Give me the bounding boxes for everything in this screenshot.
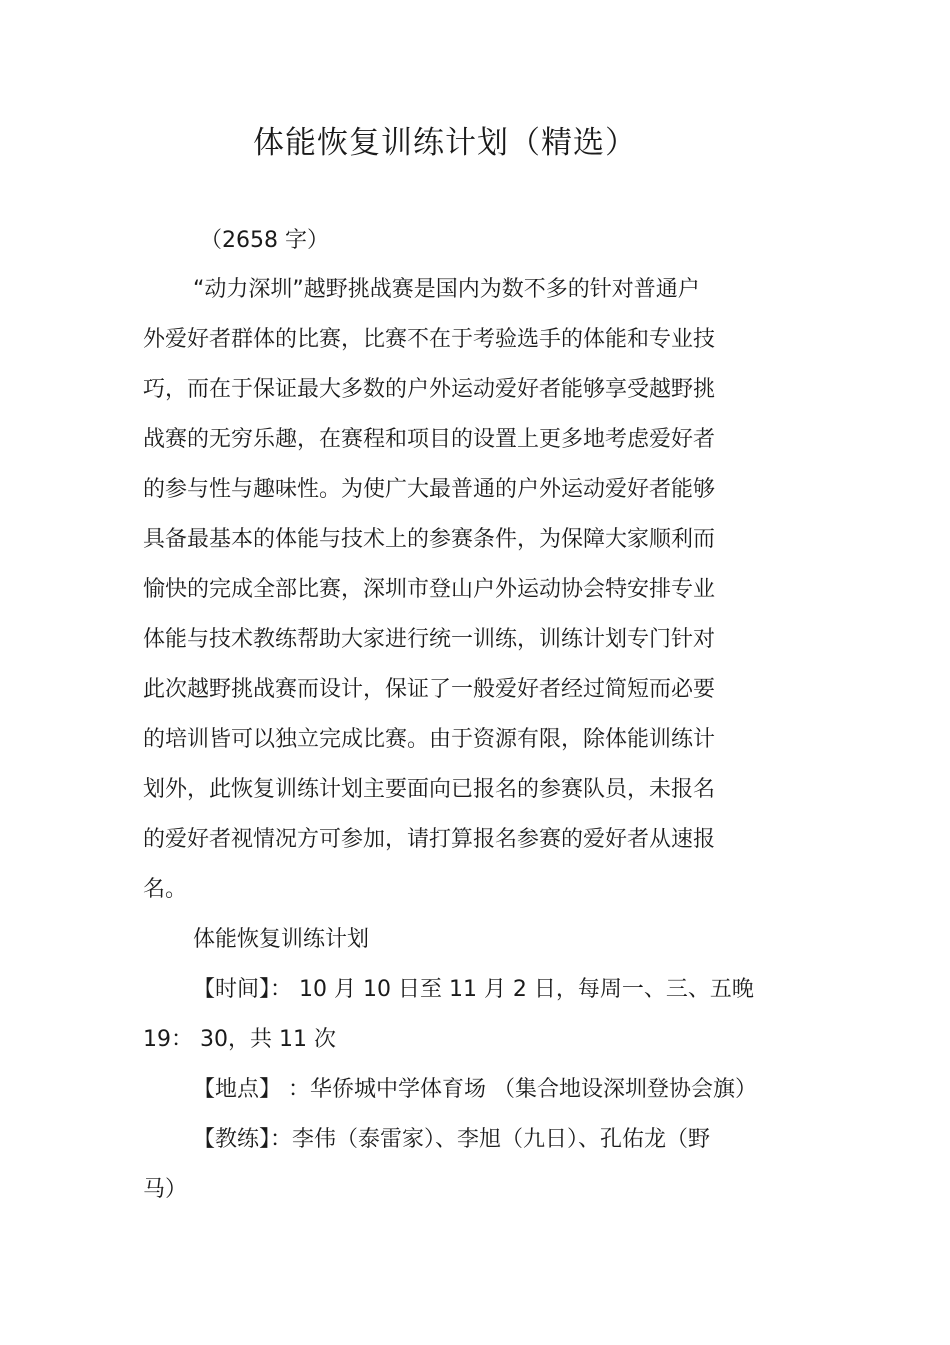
plan-heading: 体能恢复训练计划 [193,927,370,952]
paragraph-line-7: 愉快的完成全部比赛，深圳市登山户外运动协会特安排专业 [143,577,716,602]
paragraph-line-12: 的爱好者视情况方可参加，请打算报名参赛的爱好者从速报 [143,827,716,852]
paragraph-line-5: 的参与性与趣味性。为使广大最普通的户外运动爱好者能够 [143,477,716,502]
paragraph-line-8: 体能与技术教练帮助大家进行统一训练，训练计划专门针对 [143,627,716,652]
coach-line-1: 【教练】：李伟（泰雷家）、李旭（九日）、孔佑龙（野 [193,1127,711,1152]
paragraph-line-13: 名。 [143,877,188,902]
paragraph-line-9: 此次越野挑战赛而设计，保证了一般爱好者经过简短而必要 [143,677,716,702]
paragraph-line-4: 战赛的无穷乐趣，在赛程和项目的设置上更多地考虑爱好者 [143,427,716,452]
word-count: （2658 字） [200,228,329,253]
paragraph-line-11: 划外，此恢复训练计划主要面向已报名的参赛队员，未报名 [143,777,716,802]
coach-line-2: 马） [143,1177,188,1202]
paragraph-line-6: 具备最基本的体能与技术上的参赛条件，为保障大家顺利而 [143,527,716,552]
location-line: 【地点】 ：华侨城中学体育场 （集合地设深圳登协会旗） [193,1077,757,1102]
document-title: 体能恢复训练计划（精选） [253,125,637,161]
paragraph-line-2: 外爱好者群体的比赛，比赛不在于考验选手的体能和专业技 [143,327,716,352]
paragraph-line-1: “动力深圳”越野挑战赛是国内为数不多的针对普通户 [193,277,700,302]
time-line-2: 19： 30，共 11 次 [143,1027,336,1052]
time-line-1: 【时间】： 10 月 10 日至 11 月 2 日，每周一、三、五晚 [193,977,754,1002]
paragraph-line-10: 的培训皆可以独立完成比赛。由于资源有限，除体能训练计 [143,727,716,752]
paragraph-line-3: 巧，而在于保证最大多数的户外运动爱好者能够享受越野挑 [143,377,716,402]
